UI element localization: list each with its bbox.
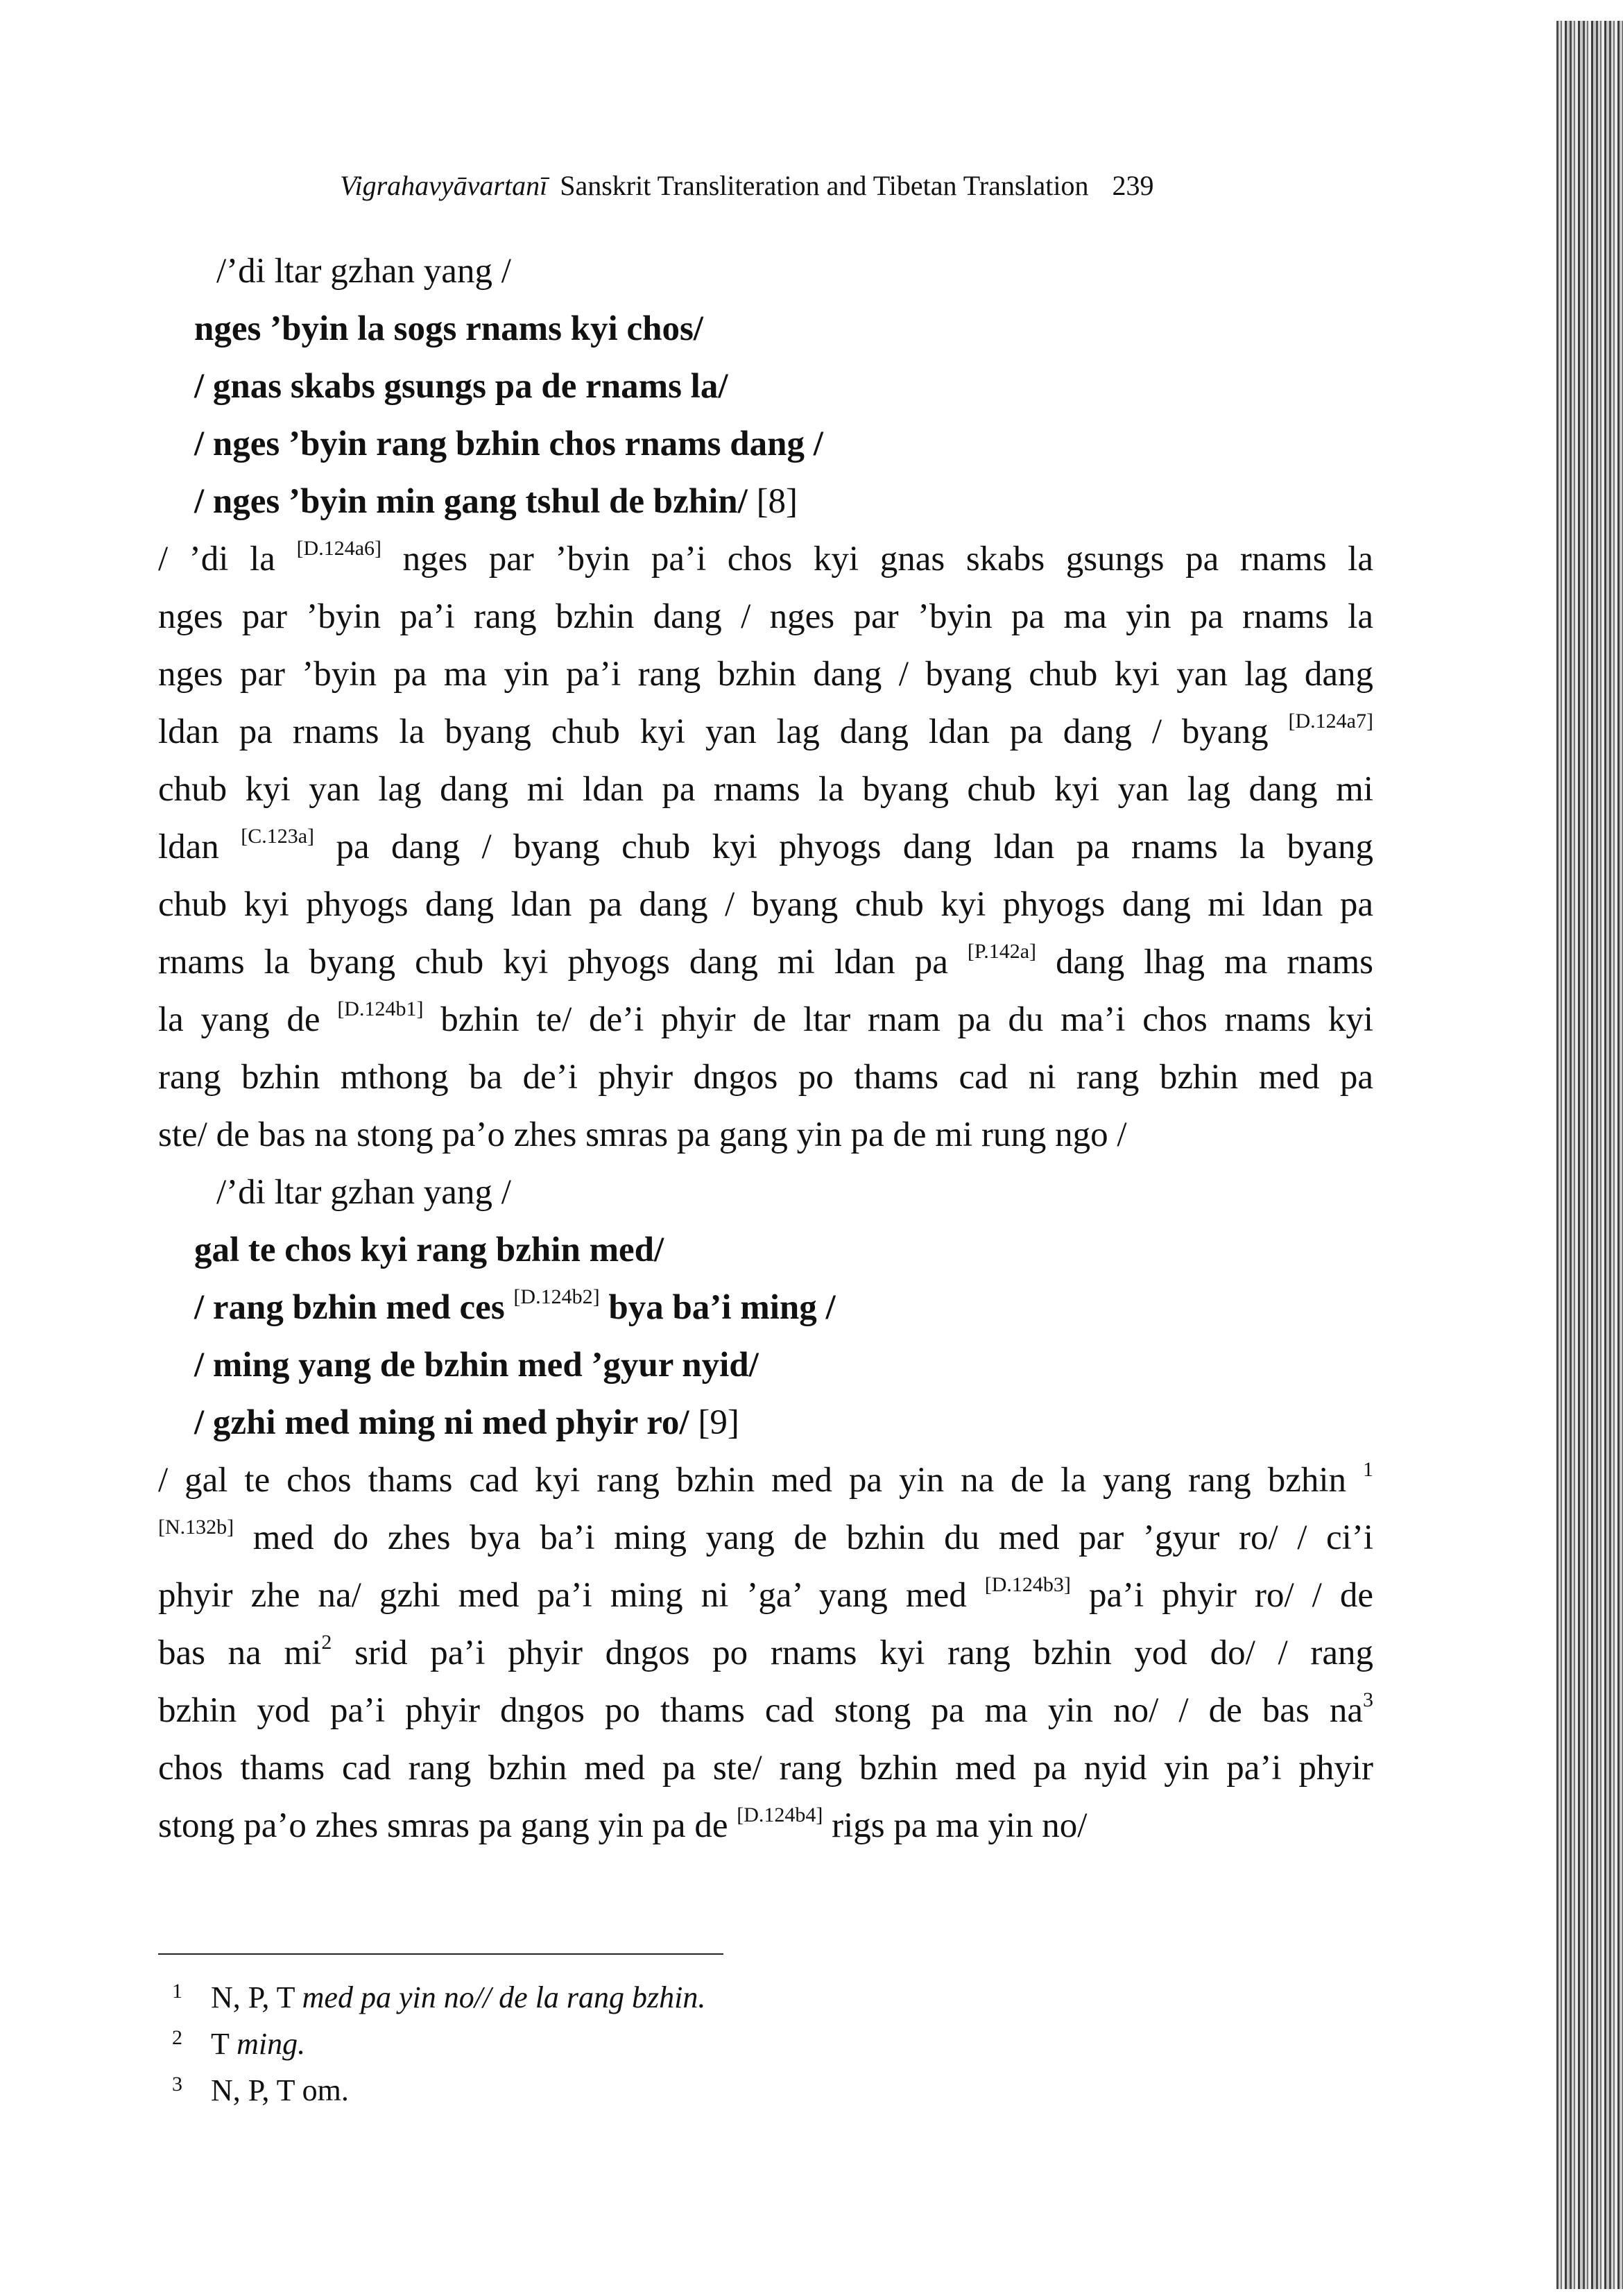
- prose-text: bzhin yod pa’i phyir dngos po thams cad stong pa ma yin no/ / de bas na: [158, 1691, 1363, 1730]
- footnote-number: 3: [172, 2073, 182, 2096]
- running-header-subtitle: Sanskrit Transliteration and Tibetan Translation: [560, 170, 1089, 201]
- footnotes: [172, 1971, 705, 2111]
- footnote-text: om.: [302, 2073, 349, 2107]
- footnote-marker: 2: [321, 1631, 332, 1654]
- verse-line: / nges ’byin rang bzhin chos rnams dang /: [194, 425, 823, 463]
- prose-line: nges par ’byin pa’i rang bzhin dang / nges par ’byin pa ma yin pa rnams la: [158, 597, 1373, 636]
- prose-text: nges par ’byin pa’i chos kyi gnas skabs gsungs pa rnams la: [402, 540, 1373, 579]
- footnote-number: 2: [172, 2026, 182, 2049]
- footnote-marker: 1: [1363, 1458, 1373, 1481]
- verse-line: [158, 1394, 1373, 1452]
- prose-text: / gal te chos thams cad kyi rang bzhin med pa yin na de la yang rang bzhin: [158, 1461, 1347, 1500]
- prose-line: rang bzhin mthong ba de’i phyir dngos po thams cad ni rang bzhin med pa: [158, 1058, 1373, 1097]
- prose-text: rnams la byang chub kyi phyogs dang mi ldan pa: [158, 943, 948, 982]
- prose-text: med do zhes bya ba’i ming yang de bzhin du med par ’gyur ro/ / ci’i: [252, 1518, 1373, 1557]
- prose-text: pa’i phyir ro/ / de: [1088, 1576, 1374, 1615]
- verse-line: / ming yang de bzhin med ’gyur nyid/: [194, 1346, 759, 1385]
- prose-line: chos thams cad rang bzhin med pa ste/ rang bzhin med pa nyid yin pa’i phyir: [158, 1749, 1373, 1788]
- prose-line: [158, 703, 1373, 761]
- prose-line: [158, 934, 1373, 991]
- running-header: [340, 169, 1304, 202]
- footnote-separator: [158, 1953, 723, 1955]
- running-header-title: Vigrahavyāvartanī: [340, 170, 548, 201]
- verse-intro: /’di ltar gzhan yang /: [216, 1173, 511, 1212]
- prose-text: bas na mi: [158, 1634, 322, 1672]
- prose-text: rigs pa ma yin no/: [832, 1806, 1088, 1845]
- prose-line: [158, 531, 1373, 588]
- scan-binding-edge: [1556, 21, 1623, 2289]
- prose-line: [158, 1567, 1373, 1625]
- footnote-sigla: N, P, T: [211, 1980, 295, 2014]
- prose-text: / ’di la: [158, 540, 275, 579]
- prose-line: [158, 991, 1373, 1049]
- verse-line: gal te chos kyi rang bzhin med/: [194, 1231, 664, 1269]
- verse-text: / nges ’byin min gang tshul de bzhin/: [194, 482, 748, 521]
- verse-line: / gnas skabs gsungs pa de rnams la/: [194, 367, 728, 406]
- prose-text: srid pa’i phyir dngos po rnams kyi rang bzhin yod do/ / rang: [354, 1634, 1373, 1672]
- prose-text: dang lhag ma rnams: [1056, 943, 1374, 982]
- verse-number: [8]: [756, 482, 798, 521]
- prose-text: la yang de: [158, 1000, 320, 1039]
- folio-ref: [D.124a7]: [1288, 710, 1373, 733]
- footnote-text: ming.: [237, 2027, 306, 2061]
- verse-line: [158, 473, 1373, 531]
- folio-ref: [D.124b3]: [984, 1573, 1071, 1596]
- folio-ref: [D.124b1]: [337, 997, 424, 1020]
- verse-text: / rang bzhin med ces: [194, 1288, 505, 1327]
- prose-line: chub kyi phyogs dang ldan pa dang / byang chub kyi phyogs dang mi ldan pa: [158, 885, 1373, 924]
- prose-text: ldan pa rnams la byang chub kyi yan lag dang ldan pa dang / byang: [158, 712, 1269, 751]
- prose-text: pa dang / byang chub kyi phyogs dang ldan pa rnams la byang: [336, 828, 1374, 866]
- prose-text: stong pa’o zhes smras pa gang yin pa de: [158, 1806, 728, 1845]
- footnote: [172, 2018, 705, 2064]
- verse-number: [9]: [698, 1403, 739, 1442]
- verse-intro: /’di ltar gzhan yang /: [216, 252, 511, 291]
- prose-line: [158, 1625, 1373, 1682]
- folio-ref: [C.123a]: [241, 825, 315, 848]
- prose-line: [158, 1797, 1373, 1855]
- footnote: [172, 1971, 705, 2018]
- footnote-number: 1: [172, 1980, 182, 2003]
- verse-text: bya ba’i ming /: [608, 1288, 836, 1327]
- prose-line: nges par ’byin pa ma yin pa’i rang bzhin dang / byang chub kyi yan lag dang: [158, 655, 1373, 694]
- footnote-text: med pa yin no// de la rang bzhin.: [302, 1980, 706, 2014]
- verse-line: nges ’byin la sogs rnams kyi chos/: [194, 309, 703, 348]
- footnote-sigla: N, P, T: [211, 2073, 295, 2107]
- folio-ref: [D.124a6]: [296, 537, 382, 560]
- folio-ref: [P.142a]: [967, 940, 1037, 963]
- prose-line: [158, 819, 1373, 876]
- main-text: [158, 243, 1373, 1855]
- verse-text: / gzhi med ming ni med phyir ro/: [194, 1403, 689, 1442]
- prose-line: chub kyi yan lag dang mi ldan pa rnams la byang chub kyi yan lag dang mi: [158, 770, 1373, 809]
- folio-ref: [D.124b4]: [737, 1804, 823, 1826]
- prose-text: ldan: [158, 828, 219, 866]
- verse-line: [158, 1279, 1373, 1337]
- folio-ref: [D.124b2]: [513, 1285, 600, 1308]
- prose-line: ste/ de bas na stong pa’o zhes smras pa gang yin pa de mi rung ngo /: [158, 1115, 1127, 1154]
- page-number: 239: [1112, 170, 1154, 201]
- prose-text: phyir zhe na/ gzhi med pa’i ming ni ’ga’ yang med: [158, 1576, 967, 1615]
- prose-line: [158, 1452, 1373, 1509]
- footnote-sigla: T: [211, 2027, 230, 2061]
- folio-ref: [N.132b]: [158, 1516, 234, 1539]
- prose-line: [158, 1509, 1373, 1567]
- footnote: [172, 2064, 705, 2111]
- footnote-marker: 3: [1363, 1688, 1373, 1711]
- prose-line: [158, 1682, 1373, 1740]
- prose-text: bzhin te/ de’i phyir de ltar rnam pa du ma’i chos rnams kyi: [440, 1000, 1374, 1039]
